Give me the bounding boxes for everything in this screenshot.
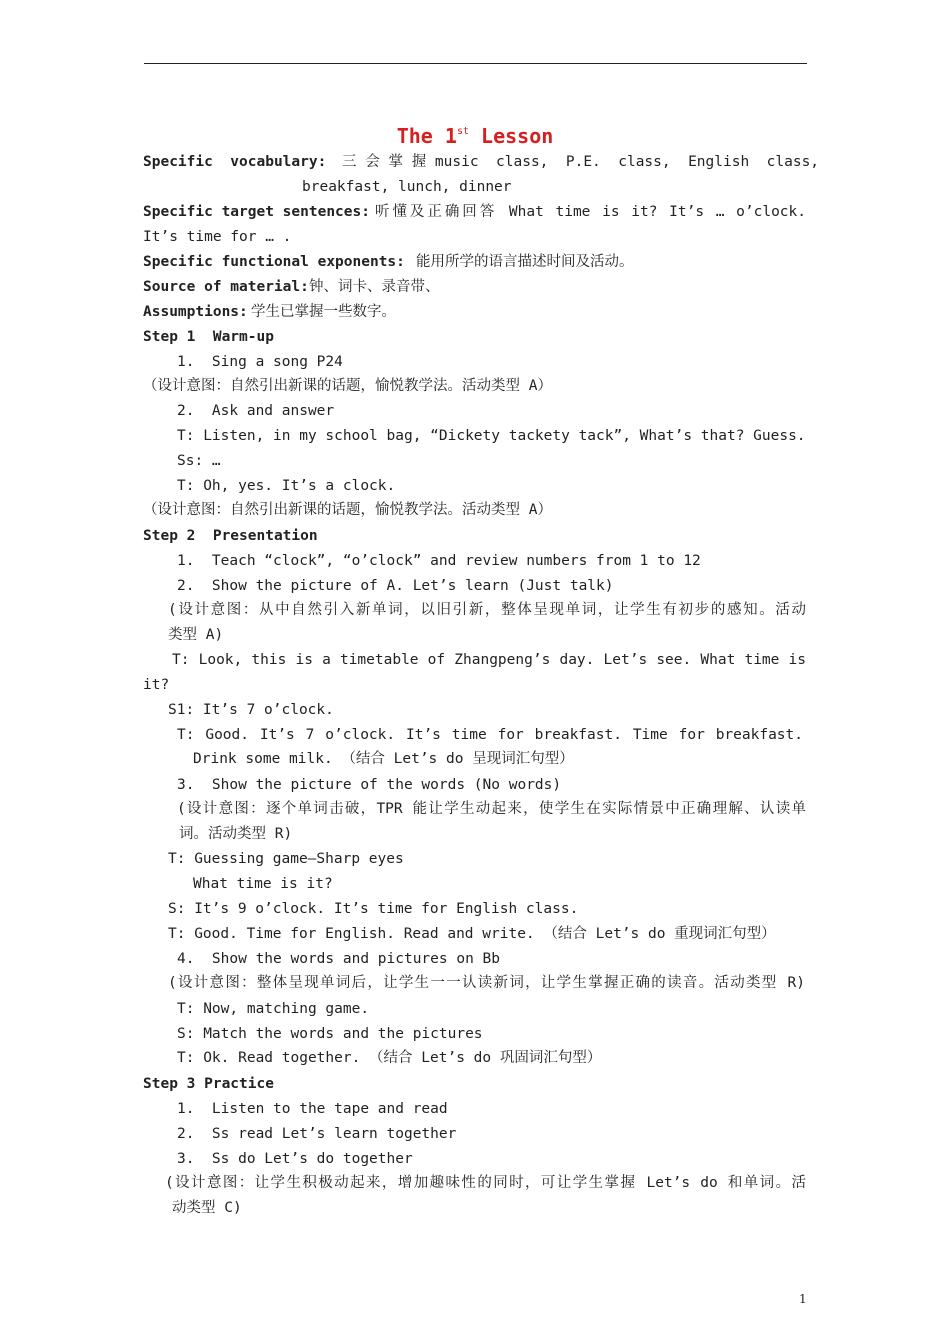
step2-line: S: It’s 9 o’clock. It’s time for English class. [168, 901, 579, 917]
step3-line: 1. Listen to the tape and read [177, 1101, 448, 1117]
step2-line: T: Guessing game—Sharp eyes [168, 851, 404, 867]
step2-line: 1. Teach “clock”, “o’clock” and review numbers from 1 to 12 [177, 553, 701, 569]
vocab-text: 三 会 掌 握 music class, P.E. class, English class, [342, 154, 820, 170]
material-text: 钟、词卡、录音带、 [309, 279, 440, 295]
title-suffix: Lesson [468, 124, 554, 148]
vocab-label: Specific vocabulary: [143, 154, 327, 170]
step2-line: (设计意图：从中自然引入新单词，以旧引新，整体呈现单词，让学生有初步的感知。活动 [168, 602, 806, 618]
step2-line: S1: It’s 7 o’clock. [168, 702, 334, 718]
step2-line: 4. Show the words and pictures on Bb [177, 951, 501, 967]
functional-label: Specific functional exponents: [143, 254, 405, 270]
step3-line: 2. Ss read Let’s learn together [177, 1126, 457, 1142]
header-rule [144, 63, 807, 64]
step2-line: T: Ok. Read together. （结合 Let’s do 巩固词汇句型） [177, 1050, 602, 1066]
assumptions-text: 学生已掌握一些数字。 [251, 304, 396, 320]
step1-line: 2. Ask and answer [177, 403, 335, 419]
step1-line: Ss: … [177, 453, 221, 469]
target-text-2: It’s time for … . [143, 229, 292, 245]
target-label: Specific target sentences: [143, 204, 370, 220]
step1-line: （设计意图：自然引出新课的话题，愉悦教学法。活动类型 A） [143, 502, 552, 518]
step2-line: T: Look, this is a timetable of Zhangpeng’s day. Let’s see. What time is [172, 652, 806, 668]
step2-line: T: Good. Time for English. Read and write. （结合 Let’s do 重现词汇句型） [168, 926, 776, 942]
step1-line: （设计意图：自然引出新课的话题，愉悦教学法。活动类型 A） [143, 378, 552, 394]
title-prefix: The 1 [396, 124, 457, 148]
step1-line: T: Oh, yes. It’s a clock. [177, 478, 396, 494]
material-label: Source of material: [143, 279, 309, 295]
step2-line: 2. Show the picture of A. Let’s learn (Just talk) [177, 578, 614, 594]
target-text: 听懂及正确回答 What time is it? It’s … o’clock. [375, 204, 806, 220]
step2-line: T: Good. It’s 7 o’clock. It’s time for breakfast. Time for breakfast. [177, 727, 803, 743]
step3-heading: Step 3 Practice [143, 1076, 274, 1092]
title-sup: st [456, 126, 469, 137]
step3-line: 动类型 C) [172, 1200, 242, 1216]
step3-line: 3. Ss do Let’s do together [177, 1151, 413, 1167]
functional-text: 能用所学的语言描述时间及活动。 [416, 254, 634, 270]
step2-line: it? [143, 677, 170, 693]
step2-line: S: Match the words and the pictures [177, 1026, 483, 1042]
lesson-title [0, 124, 950, 148]
vocab-text-2: breakfast, lunch, dinner [302, 179, 512, 195]
step2-line: Drink some milk. （结合 Let’s do 呈现词汇句型） [193, 751, 574, 767]
step3-line: (设计意图：让学生积极动起来，增加趣味性的同时，可让学生掌握 Let’s do 和单词。活 [165, 1175, 806, 1191]
step2-line: (设计意图：逐个单词击破，TPR 能让学生动起来，使学生在实际情景中正确理解、认读单 [177, 801, 806, 817]
step2-line: T: Now, matching game. [177, 1001, 370, 1017]
step2-heading: Step 2 Presentation [143, 528, 318, 544]
step2-line: 3. Show the picture of the words (No words) [177, 777, 562, 793]
step1-line: 1. Sing a song P24 [177, 354, 343, 370]
page-number: 1 [799, 1292, 807, 1306]
step2-line: 类型 A) [168, 627, 224, 643]
step2-line: What time is it? [193, 876, 333, 892]
step1-line: T: Listen, in my school bag, “Dickety tackety tack”, What’s that? Guess. [177, 428, 806, 444]
step2-line: (设计意图：整体呈现单词后，让学生一一认读新词，让学生掌握正确的读音。活动类型 R) [168, 975, 805, 991]
assumptions-label: Assumptions: [143, 304, 248, 320]
step2-line: 词。活动类型 R) [179, 826, 293, 842]
step1-heading: Step 1 Warm-up [143, 329, 274, 345]
